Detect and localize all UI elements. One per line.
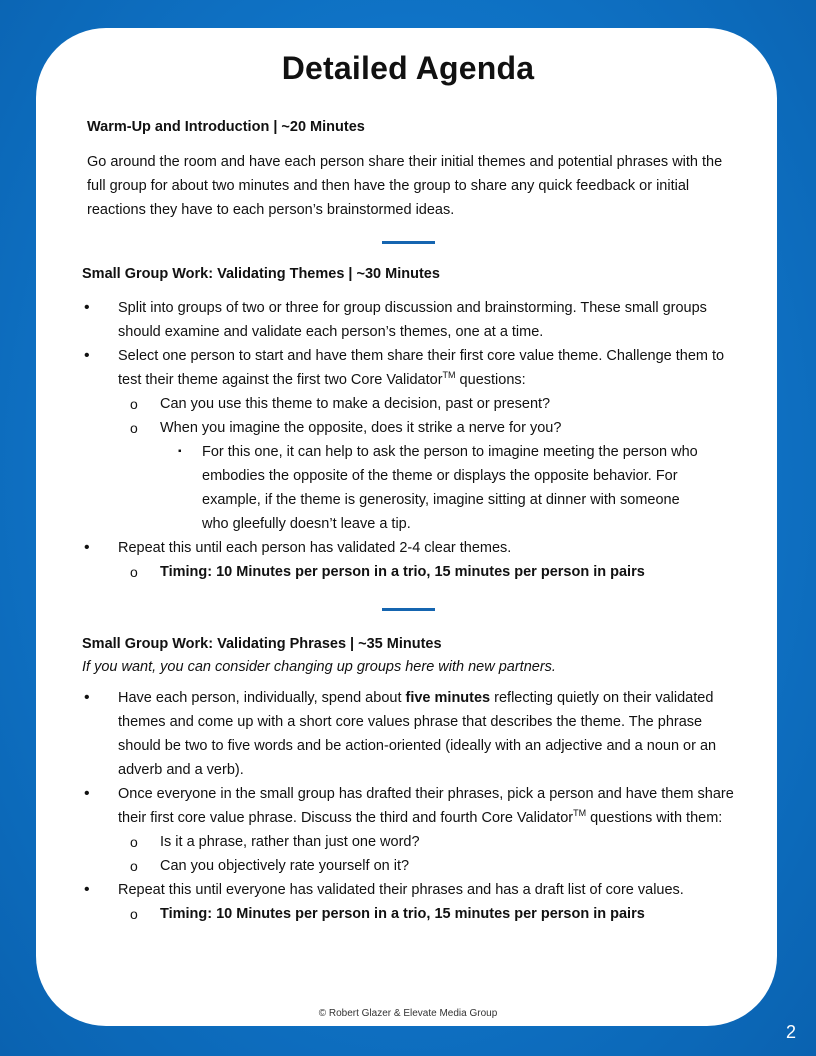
bullet-marker: • bbox=[84, 347, 90, 364]
list-item bbox=[0, 902, 816, 926]
themes-heading: Small Group Work: Validating Themes | ~30 Minutes bbox=[82, 266, 440, 282]
list-item bbox=[0, 344, 816, 392]
warmup-heading: Warm-Up and Introduction | ~20 Minutes bbox=[87, 119, 365, 135]
phrases-bullet-1-end: reflecting quietly on their validated themes and come up with a short core values phrase that describes the theme. The phrase should be two to five words and be action-oriented (ideally with an adjective and a noun or an adverb and a verb). bbox=[118, 690, 717, 778]
page-title: Detailed Agenda bbox=[281, 50, 535, 86]
circle-marker: o bbox=[130, 396, 138, 412]
list-item bbox=[0, 416, 816, 440]
phrases-bullet-3: Repeat this until everyone has validated their phrases and has a draft list of core values. bbox=[118, 882, 684, 898]
section-divider bbox=[382, 241, 435, 244]
phrases-question-2: Can you objectively rate yourself on it? bbox=[160, 858, 410, 874]
bullet-marker: • bbox=[84, 689, 90, 706]
themes-question-1: Can you use this theme to make a decision, past or present? bbox=[160, 396, 551, 412]
phrases-section bbox=[0, 634, 816, 926]
list-item bbox=[0, 830, 816, 854]
warmup-body: Go around the room and have each person share their initial themes and potential phrases with the full group for about two minutes and then have the group to share any quick feedback or initial reactions they have to each person’s brainstormed ideas. bbox=[87, 154, 723, 218]
phrases-timing: Timing: 10 Minutes per person in a trio, 15 minutes per person in pairs bbox=[160, 906, 645, 922]
phrases-bullet-1-bold: five minutes bbox=[405, 690, 491, 706]
themes-question-2: When you imagine the opposite, does it strike a nerve for you? bbox=[160, 420, 562, 436]
bullet-marker: • bbox=[84, 881, 90, 898]
list-item bbox=[0, 296, 816, 344]
section-divider bbox=[382, 608, 435, 611]
warmup-section bbox=[0, 117, 816, 222]
circle-marker: o bbox=[130, 564, 138, 580]
list-item bbox=[0, 560, 816, 584]
list-item bbox=[0, 536, 816, 560]
list-item bbox=[0, 686, 816, 782]
circle-marker: o bbox=[130, 420, 138, 436]
phrases-bullet-1: Have each person, individually, spend about bbox=[118, 690, 406, 706]
themes-section bbox=[0, 264, 816, 584]
list-item bbox=[0, 440, 816, 536]
phrases-bullet-2-end: questions with them: bbox=[586, 810, 723, 826]
themes-bullet-2: Select one person to start and have them share their first core value theme. Challenge them to test their theme against the first two Core Validator bbox=[118, 348, 725, 388]
themes-bullet-1: Split into groups of two or three for group discussion and brainstorming. These small groups should examine and validate each person’s themes, one at a time. bbox=[118, 300, 707, 340]
list-item bbox=[0, 878, 816, 902]
page-number: 2 bbox=[785, 1022, 796, 1042]
themes-list bbox=[0, 296, 816, 584]
footer-copyright: © Robert Glazer & Elevate Media Group bbox=[318, 1008, 498, 1019]
bullet-marker: • bbox=[84, 299, 90, 316]
phrases-heading: Small Group Work: Validating Phrases | ~35 Minutes bbox=[82, 636, 442, 652]
themes-question-2-note: For this one, it can help to ask the person to imagine meeting the person who embodies the opposite of the theme or displays the opposite behavior. For example, if the theme is generosity, imagine sitting at dinner with someone who gleefully doesn’t leave a tip. bbox=[202, 444, 698, 532]
bullet-marker: • bbox=[84, 785, 90, 802]
trademark-mark: TM bbox=[573, 808, 587, 819]
list-item bbox=[0, 854, 816, 878]
phrases-question-1: Is it a phrase, rather than just one word? bbox=[160, 834, 420, 850]
themes-bullet-2-end: questions: bbox=[455, 372, 526, 388]
circle-marker: o bbox=[130, 906, 138, 922]
circle-marker: o bbox=[130, 858, 138, 874]
phrases-subtitle: If you want, you can consider changing up groups here with new partners. bbox=[82, 659, 556, 675]
bullet-marker: • bbox=[84, 539, 90, 556]
phrases-bullet-2: Once everyone in the small group has drafted their phrases, pick a person and have them share their first core value phrase. Discuss the third and fourth Core Validator bbox=[118, 786, 734, 826]
trademark-mark: TM bbox=[442, 370, 456, 381]
square-marker: ▪ bbox=[178, 446, 182, 457]
phrases-list bbox=[0, 686, 816, 926]
list-item bbox=[0, 392, 816, 416]
circle-marker: o bbox=[130, 834, 138, 850]
list-item bbox=[0, 782, 816, 830]
themes-bullet-3: Repeat this until each person has validated 2-4 clear themes. bbox=[118, 540, 512, 556]
themes-timing: Timing: 10 Minutes per person in a trio, 15 minutes per person in pairs bbox=[160, 564, 645, 580]
